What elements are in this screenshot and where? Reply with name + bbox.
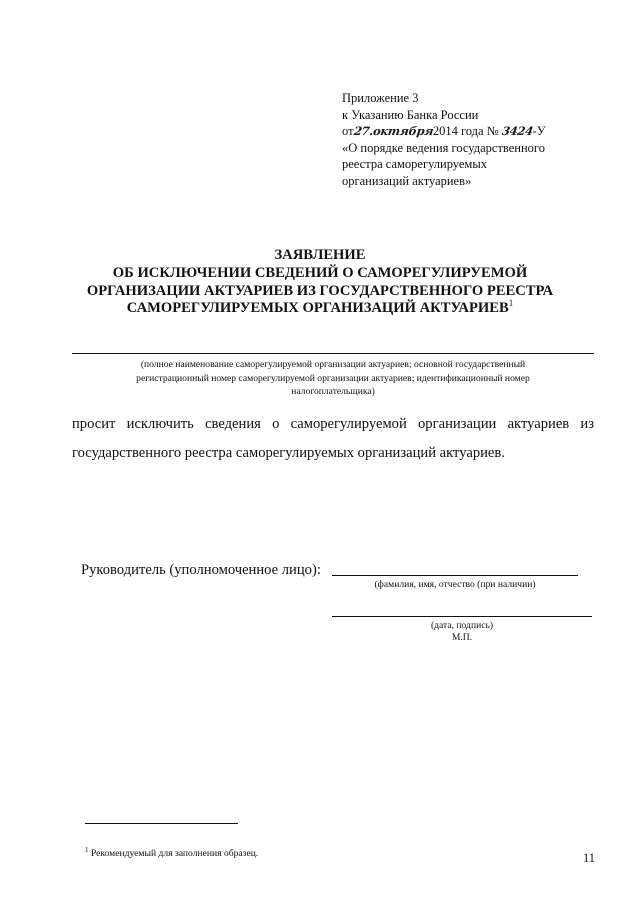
caption-line2: регистрационный номер саморегулируемой организации актуариев; идентификационный номер — [136, 372, 530, 384]
caption-line1: (полное наименование саморегулируемой организации актуариев; основной государственный — [140, 359, 526, 370]
title-line3: ОРГАНИЗАЦИИ АКТУАРИЕВ ИЗ ГОСУДАРСТВЕННОГО РЕЕСТРА — [86, 282, 554, 299]
appendix-header — [342, 90, 612, 189]
signer-label: Руководитель (уполномоченное лицо): — [81, 562, 321, 578]
body-text: просит исключить сведения о саморегулируемой организации актуариев из государственного реестра саморегулируемых организаций актуариев. — [72, 416, 594, 461]
appendix-line1: Приложение 3 — [342, 91, 419, 105]
signer-name-caption: (фамилия, имя, отчество (при наличии) — [374, 579, 536, 590]
title-footnote-ref: 1 — [508, 298, 514, 309]
organization-name-caption — [96, 358, 570, 399]
footnote-marker: 1 — [85, 846, 89, 854]
date-prefix: от — [342, 124, 354, 138]
appendix-line6: организаций актуариев» — [342, 173, 472, 188]
handwritten-date: 27.октября — [352, 124, 434, 138]
footnote — [85, 846, 258, 859]
date-signature-field[interactable] — [332, 616, 592, 617]
appendix-line4: «О порядке ведения государственного — [342, 140, 545, 155]
handwritten-number: 3424 — [500, 124, 534, 138]
title-line4: САМОРЕГУЛИРУЕМЫХ ОРГАНИЗАЦИЙ АКТУАРИЕВ — [126, 300, 509, 317]
appendix-line5: реестра саморегулируемых — [342, 157, 487, 171]
stamp-label: М.П. — [451, 632, 473, 643]
footnote-text: Рекомендуемый для заполнения образец. — [90, 848, 259, 860]
date-signature-caption: (дата, подпись) — [430, 620, 494, 631]
page-number: 11 — [583, 851, 596, 865]
title-line4-wrap — [60, 300, 580, 318]
document-title — [60, 247, 580, 318]
footnote-divider — [85, 823, 238, 824]
date-suffix: 2014 года № — [432, 124, 499, 138]
appendix-date-line — [342, 123, 612, 140]
title-line1: ЗАЯВЛЕНИЕ — [274, 247, 366, 263]
signer-name-field[interactable] — [332, 575, 578, 576]
number-suffix: -У — [532, 124, 546, 138]
title-line2: ОБ ИСКЛЮЧЕНИИ СВЕДЕНИЙ О САМОРЕГУЛИРУЕМОЙ — [112, 264, 528, 281]
caption-line3: налогоплательщика) — [291, 386, 375, 397]
appendix-line2: к Указанию Банка России — [342, 107, 479, 122]
organization-name-field[interactable] — [72, 353, 594, 354]
